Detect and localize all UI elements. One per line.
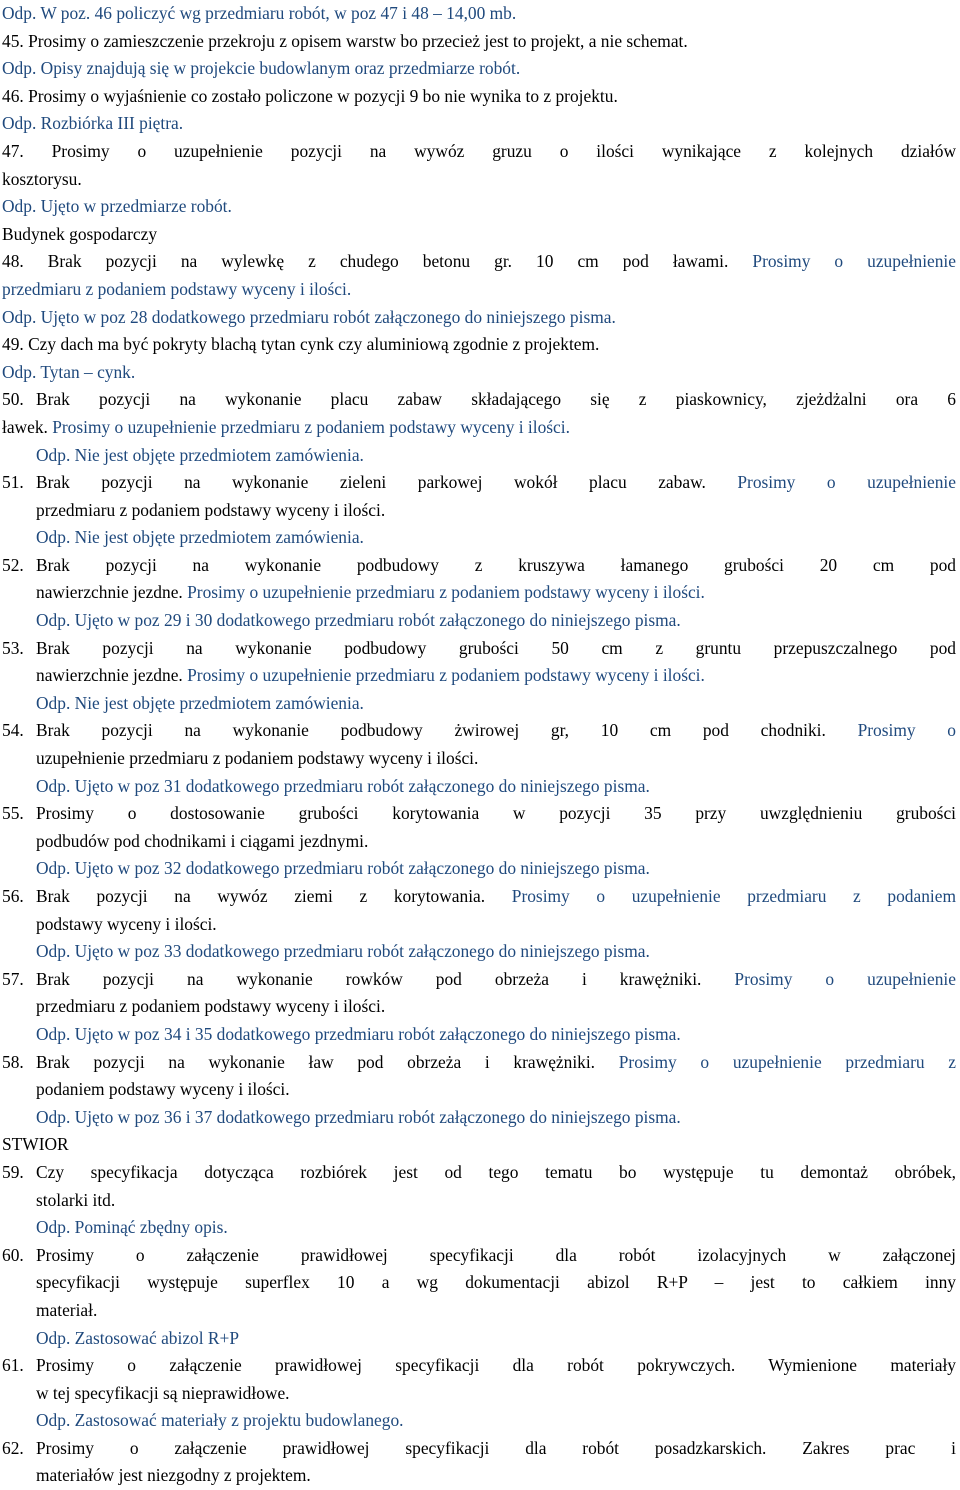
question-61-block [2, 1352, 956, 1435]
question-line [36, 1462, 956, 1490]
item-number: 60. [2, 1244, 24, 1265]
question-text: Czy specyfikacja dotycząca rozbiórek jest od tego tematu bo występuje tu demontaż obróbek, [36, 1161, 956, 1182]
question-text: Brak pozycji na wykonanie ław pod obrzeża i krawężniki. [36, 1051, 596, 1072]
answer-60: Odp. Zastosować abizol R+P [36, 1327, 240, 1348]
answer-59: Odp. Pominąć zbędny opis. [36, 1217, 228, 1238]
question-text: podstawy wyceny i ilości. [36, 913, 217, 934]
question-line [36, 1242, 956, 1270]
question-58-block [2, 1049, 956, 1132]
item-number: 61. [2, 1355, 24, 1376]
question-text: materiał. [36, 1299, 98, 1320]
numbered-items-stwior [2, 1159, 956, 1490]
question-50-block [2, 386, 956, 469]
item-number: 59. [2, 1161, 24, 1182]
question-text: podbudów pod chodnikami i ciągami jezdnymi. [36, 830, 369, 851]
question-line [36, 1159, 956, 1187]
question-text: stolarki itd. [36, 1189, 116, 1210]
question-text: Prosimy o załączenie prawidłowej specyfikacji dla robót pokrywczych. Wymienione materiały [36, 1355, 956, 1376]
question-62-block [2, 1435, 956, 1490]
question-text: uzupełnienie przedmiaru z podaniem podstawy wyceny i ilości. [36, 748, 479, 769]
answer-48: Odp. Ujęto w poz 28 dodatkowego przedmiaru robót załączonego do niniejszego pisma. [2, 306, 616, 327]
question-line [36, 828, 956, 856]
question-line [36, 1076, 956, 1104]
question-text: nawierzchnie jezdne. [36, 665, 183, 686]
question-text: nawierzchnie jezdne. [36, 582, 183, 603]
question-line [36, 966, 956, 994]
answer-61: Odp. Zastosować materiały z projektu budowlanego. [36, 1410, 404, 1431]
question-55-block [2, 800, 956, 883]
question-line [36, 386, 956, 414]
question-request: Prosimy o uzupełnienie [701, 968, 956, 989]
question-line [36, 552, 956, 580]
numbered-items [2, 386, 956, 1131]
question-line [36, 1049, 956, 1077]
question-text: Brak pozycji na wykonanie podbudowy z kruszywa łamanego grubości 20 cm pod [36, 554, 956, 575]
answer-53: Odp. Nie jest objęte przedmiotem zamówienia. [36, 692, 364, 713]
answer-44: Odp. W poz. 46 policzyć wg przedmiaru robót, w poz 47 i 48 – 14,00 mb. [2, 3, 517, 23]
question-line [36, 1352, 956, 1380]
question-text: Brak pozycji na wywóz ziemi z korytowania. [36, 886, 486, 906]
question-48-block [2, 248, 956, 331]
question-48-request: Prosimy o uzupełnienie [728, 251, 956, 272]
intro-block [2, 0, 956, 138]
item-number: 62. [2, 1437, 24, 1458]
answer-51: Odp. Nie jest objęte przedmiotem zamówienia. [36, 527, 364, 548]
question-line [36, 662, 956, 690]
question-51-block [2, 469, 956, 552]
question-54-block [2, 717, 956, 800]
answer-54: Odp. Ujęto w poz 31 dodatkowego przedmiaru robót załączonego do niniejszego pisma. [36, 775, 650, 796]
question-request: Prosimy o uzupełnienie [705, 472, 956, 493]
question-48-line-2: przedmiaru z podaniem podstawy wyceny i ilości. [2, 278, 352, 299]
question-45: 45. Prosimy o zamieszczenie przekroju z opisem warstw bo przecież jest to projekt, a nie schemat. [2, 30, 688, 51]
question-request: Prosimy o uzupełnienie przedmiaru z podaniem podstawy wyceny i ilości. [47, 416, 570, 437]
item-number: 57. [2, 968, 24, 989]
question-59-block [2, 1159, 956, 1242]
item-number: 55. [2, 803, 24, 824]
question-52-block [2, 552, 956, 635]
question-line [36, 1297, 956, 1325]
question-line [2, 414, 956, 442]
answer-58: Odp. Ujęto w poz 36 i 37 dodatkowego przedmiaru robót załączonego do niniejszego pisma. [36, 1106, 681, 1127]
item-number: 53. [2, 637, 24, 658]
answer-45: Odp. Opisy znajdują się w projekcie budowlanym oraz przedmiarze robót. [2, 58, 521, 79]
question-48-text: 48. Brak pozycji na wylewkę z chudego betonu gr. 10 cm pod ławami. [2, 251, 729, 272]
question-text: Prosimy o załączenie prawidłowej specyfikacji dla robót izolacyjnych w załączonej [36, 1244, 956, 1265]
answer-46: Odp. Rozbiórka III piętra. [2, 113, 184, 134]
question-request: Prosimy o uzupełnienie przedmiaru z [595, 1051, 956, 1072]
question-line [36, 717, 956, 745]
item-number: 52. [2, 554, 24, 575]
item-number: 54. [2, 720, 24, 741]
question-line [36, 1269, 956, 1297]
answer-56: Odp. Ujęto w poz 33 dodatkowego przedmiaru robót załączonego do niniejszego pisma. [36, 941, 650, 962]
question-49-block [2, 331, 956, 386]
question-text: Brak pozycji na wykonanie zieleni parkowej wokół placu zabaw. [36, 472, 706, 493]
question-text: w tej specyfikacji są nieprawidłowe. [36, 1382, 290, 1403]
question-48-line-1 [2, 248, 956, 276]
question-request: Prosimy o [825, 720, 956, 741]
question-47-line-2: kosztorysu. [2, 168, 82, 189]
answer-47: Odp. Ujęto w przedmiarze robót. [2, 196, 232, 217]
question-text: Brak pozycji na wykonanie placu zabaw składającego się z piaskownicy, zjeżdżalni ora 6 [36, 389, 956, 410]
question-line [36, 1187, 956, 1215]
question-text: przedmiaru z podaniem podstawy wyceny i ilości. [36, 499, 386, 520]
question-text: Brak pozycji na wykonanie rowków pod obrzeża i krawężniki. [36, 968, 702, 989]
question-53-block [2, 635, 956, 718]
question-line [36, 911, 956, 939]
question-line [36, 469, 956, 497]
question-text: przedmiaru z podaniem podstawy wyceny i ilości. [36, 996, 386, 1017]
question-line [36, 635, 956, 663]
question-request: Prosimy o uzupełnienie przedmiaru z podaniem podstawy wyceny i ilości. [182, 665, 705, 686]
question-request: Prosimy o uzupełnienie przedmiaru z podaniem podstawy wyceny i ilości. [182, 582, 705, 603]
question-47-line-1: 47. Prosimy o uzupełnienie pozycji na wywóz gruzu o ilości wynikające z kolejnych działów [2, 140, 956, 161]
question-request: Prosimy o uzupełnienie przedmiaru z podaniem [485, 886, 956, 906]
answer-50: Odp. Nie jest objęte przedmiotem zamówienia. [36, 444, 364, 465]
question-text: Prosimy o dostosowanie grubości korytowania w pozycji 35 przy uwzględnieniu grubości [36, 803, 956, 824]
question-text: Brak pozycji na wykonanie podbudowy grubości 50 cm z gruntu przepuszczalnego pod [36, 637, 956, 658]
question-line [36, 1380, 956, 1408]
item-number: 56. [2, 886, 24, 906]
question-line [36, 579, 956, 607]
question-line [36, 800, 956, 828]
question-56-block [2, 883, 956, 966]
question-57-block [2, 966, 956, 1049]
question-60-block [2, 1242, 956, 1352]
item-number: 51. [2, 472, 24, 493]
section-heading-budynek: Budynek gospodarczy [2, 223, 158, 244]
question-text: podaniem podstawy wyceny i ilości. [36, 1079, 290, 1100]
question-46: 46. Prosimy o wyjaśnienie co zostało policzone w pozycji 9 bo nie wynika to z projektu. [2, 85, 618, 106]
question-text: ławek. [2, 416, 48, 437]
question-line [36, 993, 956, 1021]
question-text: materiałów jest niezgodny z projektem. [36, 1465, 311, 1486]
question-text: specyfikacji występuje superflex 10 a wg dokumentacji abizol R+P – jest to całkiem inny [36, 1272, 956, 1293]
question-line [36, 745, 956, 773]
item-number: 50. [2, 389, 24, 410]
question-47-block [2, 138, 956, 221]
item-number: 58. [2, 1051, 24, 1072]
question-line [36, 883, 956, 911]
question-line [36, 497, 956, 525]
section-heading-stwior: STWIOR [2, 1134, 69, 1155]
answer-55: Odp. Ujęto w poz 32 dodatkowego przedmiaru robót załączonego do niniejszego pisma. [36, 858, 650, 879]
answer-57: Odp. Ujęto w poz 34 i 35 dodatkowego przedmiaru robót załączonego do niniejszego pisma. [36, 1023, 681, 1044]
answer-49: Odp. Tytan – cynk. [2, 361, 136, 382]
question-49-line-1: 49. Czy dach ma być pokryty blachą tytan cynk czy aluminiową zgodnie z projektem. [2, 334, 600, 355]
answer-52: Odp. Ujęto w poz 29 i 30 dodatkowego przedmiaru robót załączonego do niniejszego pisma. [36, 610, 681, 631]
question-text: Brak pozycji na wykonanie podbudowy żwirowej gr, 10 cm pod chodniki. [36, 720, 826, 741]
question-text: Prosimy o załączenie prawidłowej specyfikacji dla robót posadzkarskich. Zakres prac i [36, 1437, 956, 1458]
question-line [36, 1435, 956, 1463]
